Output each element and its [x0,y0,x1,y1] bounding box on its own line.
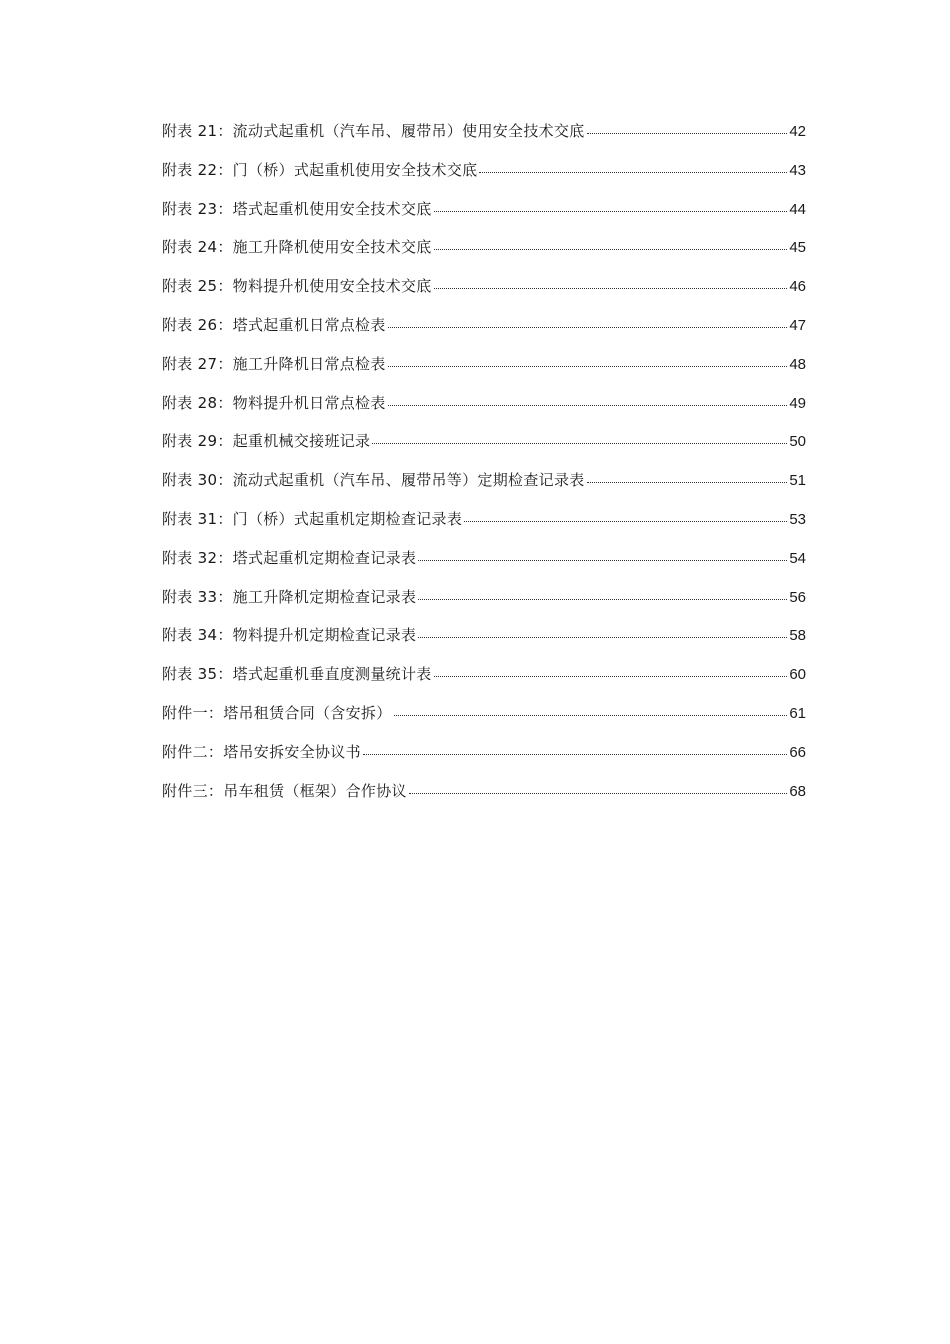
toc-entry[interactable] [162,461,806,500]
toc-entry-page: 66 [789,743,806,761]
toc-entry[interactable] [162,655,806,694]
dot-leader [434,675,788,677]
dot-leader [388,404,788,406]
dot-leader [418,636,787,638]
dot-leader [409,792,788,794]
dot-leader [418,559,787,561]
toc-entry[interactable] [162,422,806,461]
toc-entry-title: 附表 27：施工升降机日常点检表 [162,354,386,373]
toc-entry[interactable] [162,267,806,306]
toc-entry[interactable] [162,228,806,267]
toc-entry-title: 附件一：塔吊租赁合同（含安拆） [162,703,392,722]
toc-entry[interactable] [162,112,806,151]
dot-leader [464,520,787,522]
toc-entry-title: 附表 30：流动式起重机（汽车吊、履带吊等）定期检查记录表 [162,471,585,490]
toc-entry[interactable] [162,384,806,423]
toc-entry-title: 附表 31：门（桥）式起重机定期检查记录表 [162,509,463,528]
toc-entry-page: 61 [789,704,806,722]
toc-entry-title: 附表 32：塔式起重机定期检查记录表 [162,548,417,567]
toc-entry-page: 43 [789,161,806,179]
toc-entry-page: 53 [789,510,806,528]
toc-entry-title: 附件三：吊车租赁（框架）合作协议 [162,781,407,800]
dot-leader [418,598,787,600]
toc-entry-title: 附表 29：起重机械交接班记录 [162,432,371,451]
toc-entry-page: 56 [789,588,806,606]
dot-leader [372,442,787,444]
toc-entry[interactable] [162,190,806,229]
toc-entry-title: 附件二：塔吊安拆安全协议书 [162,742,361,761]
toc-entry-page: 47 [789,316,806,334]
toc-entry[interactable] [162,306,806,345]
dot-leader [587,481,788,483]
toc-entry[interactable] [162,578,806,617]
toc-entry[interactable] [162,539,806,578]
toc-entry-title: 附表 35：塔式起重机垂直度测量统计表 [162,665,432,684]
dot-leader [434,287,788,289]
toc-entry[interactable] [162,151,806,190]
toc-entry[interactable] [162,345,806,384]
toc-entry-title: 附表 34：物料提升机定期检查记录表 [162,626,417,645]
dot-leader [394,714,788,716]
table-of-contents [162,112,806,810]
dot-leader [479,171,787,173]
toc-entry-page: 46 [789,278,806,296]
toc-entry-page: 44 [789,200,806,218]
toc-entry-page: 54 [789,549,806,567]
dot-leader [434,210,788,212]
toc-entry-title: 附表 26：塔式起重机日常点检表 [162,315,386,334]
toc-entry-title: 附表 24：施工升降机使用安全技术交底 [162,238,432,257]
toc-entry-title: 附表 21：流动式起重机（汽车吊、履带吊）使用安全技术交底 [162,122,585,140]
toc-entry-title: 附表 33：施工升降机定期检查记录表 [162,587,417,606]
dot-leader [434,248,788,250]
toc-entry-page: 51 [789,472,806,490]
toc-entry[interactable] [162,772,806,811]
toc-entry-page: 49 [789,394,806,412]
dot-leader [363,753,787,755]
toc-entry[interactable] [162,733,806,772]
toc-entry-page: 68 [789,782,806,800]
toc-entry-title: 附表 22：门（桥）式起重机使用安全技术交底 [162,160,478,179]
toc-entry-page: 45 [789,239,806,257]
dot-leader [388,326,788,328]
toc-entry[interactable] [162,500,806,539]
toc-entry-title: 附表 28：物料提升机日常点检表 [162,393,386,412]
toc-entry[interactable] [162,694,806,733]
toc-entry[interactable] [162,616,806,655]
dot-leader [587,132,788,134]
dot-leader [388,365,788,367]
toc-entry-title: 附表 25：物料提升机使用安全技术交底 [162,277,432,296]
toc-entry-page: 50 [789,433,806,451]
toc-entry-page: 42 [789,123,806,140]
toc-entry-page: 58 [789,627,806,645]
toc-entry-page: 60 [789,666,806,684]
toc-entry-page: 48 [789,355,806,373]
toc-entry-title: 附表 23：塔式起重机使用安全技术交底 [162,199,432,218]
